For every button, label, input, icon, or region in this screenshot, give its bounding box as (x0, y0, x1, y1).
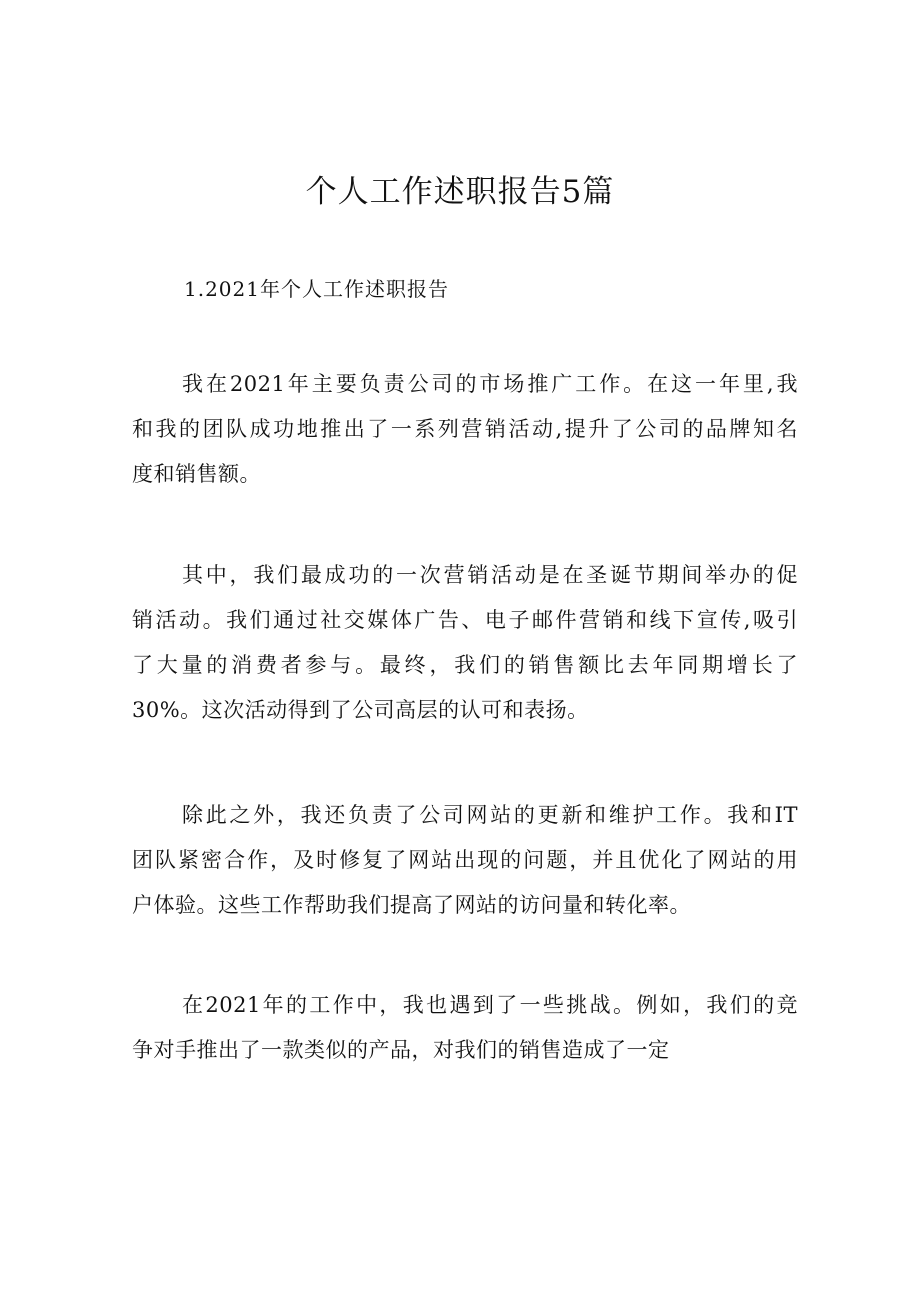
paragraph-line: 户体验。这些工作帮助我们提高了网站的访问量和转化率。 (132, 893, 691, 917)
paragraph-line: 争对手推出了一款类似的产品，对我们的销售造成了一定 (132, 1038, 670, 1062)
paragraph-line: 度和销售额。 (132, 462, 261, 486)
paragraph-4 (132, 983, 798, 1073)
paragraph-line: 除此之外，我还负责了公司网站的更新和维护工作。我和IT (182, 803, 798, 827)
section-heading: 1.2021年个人工作述职报告 (184, 277, 449, 301)
paragraph-line: 30%。这次活动得到了公司高层的认可和表扬。 (132, 698, 589, 722)
document-title: 个人工作述职报告5篇 (305, 174, 615, 210)
paragraph-1 (132, 362, 798, 497)
paragraph-3 (132, 793, 798, 928)
paragraph-line: 在2021年的工作中，我也遇到了一些挑战。例如，我们的竞 (182, 993, 798, 1017)
paragraph-line: 和我的团队成功地推出了一系列营销活动,提升了公司的品牌知名 (132, 417, 798, 441)
paragraph-line: 了大量的消费者参与。最终，我们的销售额比去年同期增长了 (132, 653, 798, 677)
paragraph-line: 销活动。我们通过社交媒体广告、电子邮件营销和线下宣传,吸引 (132, 608, 798, 632)
paragraph-line: 我在2021年主要负责公司的市场推广工作。在这一年里,我 (182, 372, 798, 396)
paragraph-line: 团队紧密合作，及时修复了网站出现的问题，并且优化了网站的用 (132, 848, 798, 872)
paragraph-line: 其中，我们最成功的一次营销活动是在圣诞节期间举办的促 (182, 563, 798, 587)
paragraph-2 (132, 553, 798, 733)
